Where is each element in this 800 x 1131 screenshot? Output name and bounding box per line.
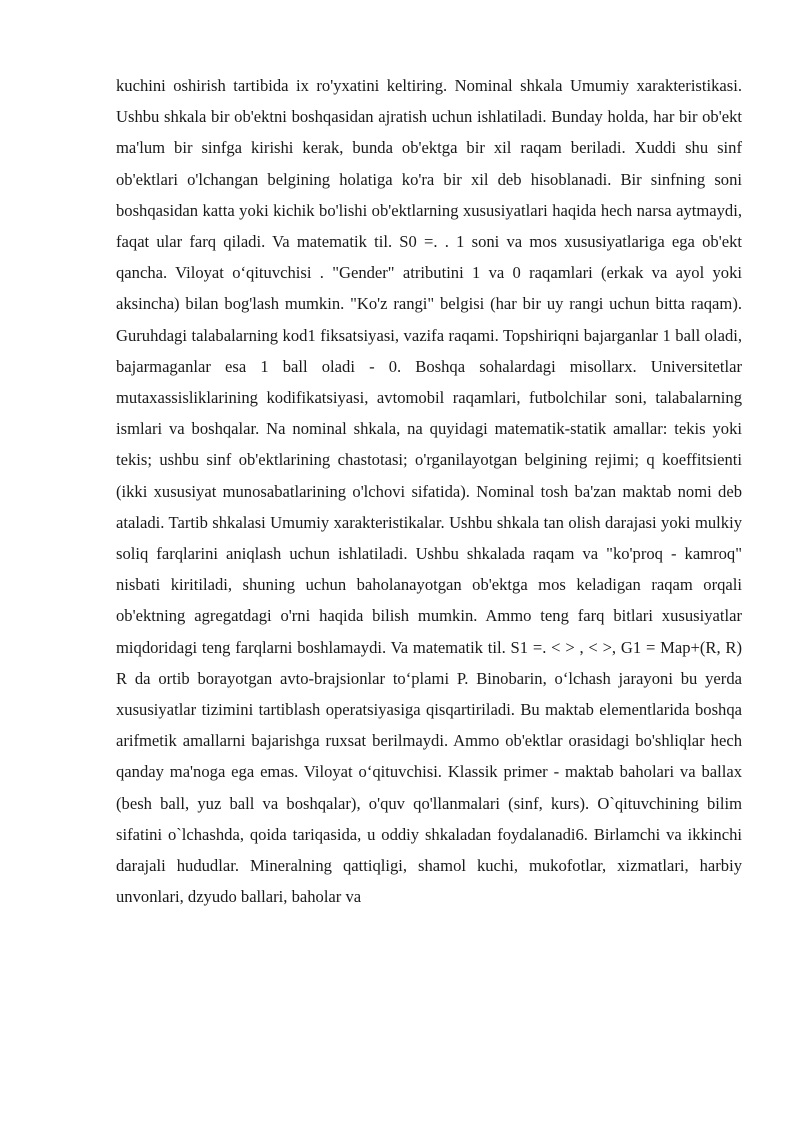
document-page — [116, 70, 742, 912]
body-paragraph: kuchini oshirish tartibida ix ro'yxatini keltiring. Nominal shkala Umumiy xarakteristikasi. Ushbu shkala bir ob'ektni boshqasidan ajratish uchun ishlatiladi. Bunday holda, har bir ob'ekt ma'lum bir sinfga kirishi kerak, bunda ob'ektga bir xil raqam beriladi. Xuddi shu sinf ob'ektlari o'lchangan belgining holatiga ko'ra bir xil deb hisoblanadi. Bir sinfning soni boshqasidan katta yoki kichik bo'lishi ob'ektlarning xususiyatlari haqida hech narsa aytmaydi, faqat ular farq qiladi. Va matematik til. S0 =. . 1 soni va mos xususiyatlariga ega ob'ekt qancha. Viloyat o‘qituvchisi . "Gender" atributini 1 va 0 raqamlari (erkak va ayol yoki aksincha) bilan bog'lash mumkin. "Ko'z rangi" belgisi (har bir uy rangi uchun bitta raqam). Guruhdagi talabalarning kod1 fiksatsiyasi, vazifa raqami. Topshiriqni bajarganlar 1 ball oladi, bajarmaganlar esa 1 ball oladi - 0. Boshqa sohalardagi misollarx. Universitetlar mutaxassisliklarining kodifikatsiyasi, avtomobil raqamlari, futbolchilar soni, talabalarning ismlari va boshqalar. Na nominal shkala, na quyidagi matematik-statik amallar: tekis yoki tekis; ushbu sinf ob'ektlarining chastotasi; o'rganilayotgan belgining rejimi; q koeffitsienti (ikki xususiyat munosabatlarining o'lchovi sifatida). Nominal tosh ba'zan maktab nomi deb ataladi. Tartib shkalasi Umumiy xarakteristikalar. Ushbu shkala tan olish darajasi yoki mulkiy soliq farqlarini aniqlash uchun ishlatiladi. Ushbu shkalada raqam va "ko'proq - kamroq" nisbati kiritiladi, shuning uchun baholanayotgan ob'ektga mos keladigan raqam orqali ob'ektning agregatdagi o'rni haqida bilish mumkin. Ammo teng farq bitlari xususiyatlar miqdoridagi teng farqlarni boshlamaydi. Va matematik til. S1 =. < > , < >, G1 = Map+(R, R) R da ortib borayotgan avto-brajsionlar to‘plami P. Binobarin, o‘lchash jarayoni bu yerda xususiyatlar tizimini tartiblash operatsiyasiga qisqartiriladi. Bu maktab elementlarida boshqa arifmetik amallarni bajarishga ruxsat berilmaydi. Ammo ob'ektlar orasidagi bo'shliqlar hech qanday ma'noga ega emas. Viloyat o‘qituvchisi. Klassik primer - maktab baholari va ballax (besh ball, yuz ball va boshqalar), o'quv qo'llanmalari (sinf, kurs). O`qituvchining bilim sifatini o`lchashda, qoida tariqasida, u oddiy shkaladan foydalanadi6. Birlamchi va ikkinchi darajali hududlar. Mineralning qattiqligi, shamol kuchi, mukofotlar, xizmatlari, harbiy unvonlari, dzyudo ballari, baholar va — [116, 76, 742, 907]
